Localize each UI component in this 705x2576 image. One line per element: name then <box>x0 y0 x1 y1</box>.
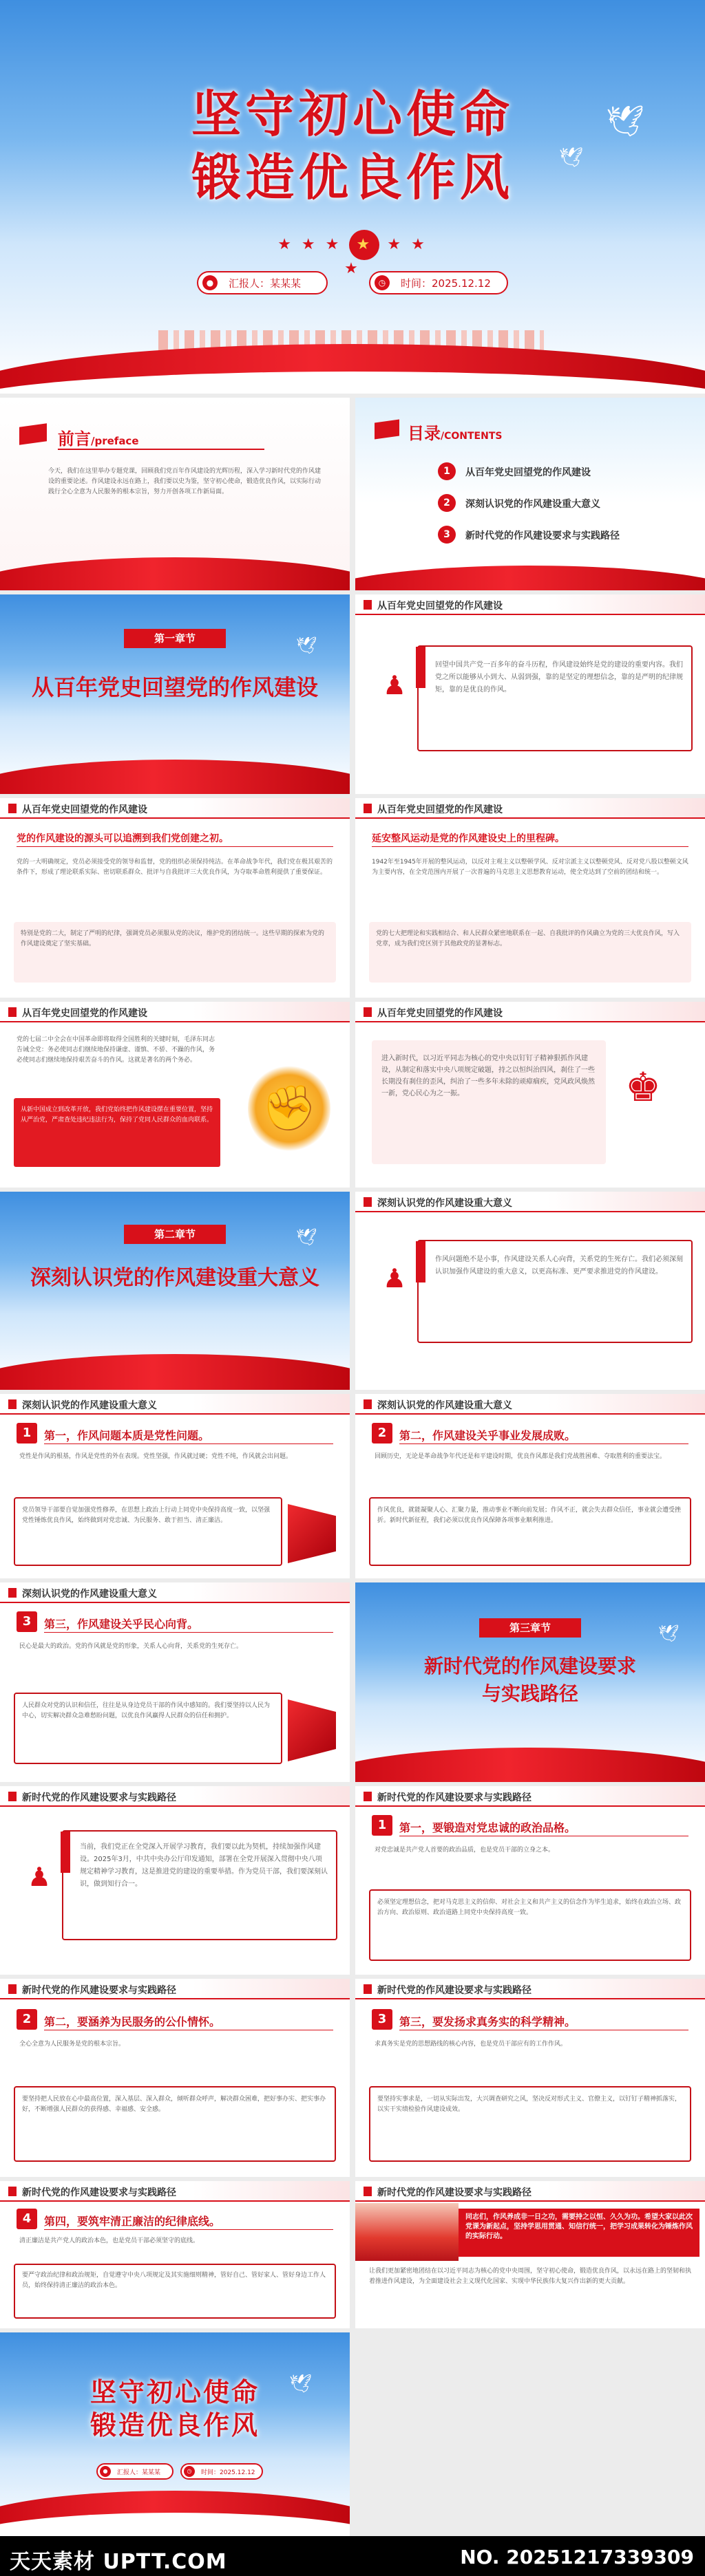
s1a-p2: 特别是党的二大，制定了严明的纪律，强调党员必须服从党的决议，维护党的团结统一。这些早期的探索为党的作风建设奠定了坚实基础。 <box>21 930 325 947</box>
footer-number: NO. 20251217339309 <box>460 2546 694 2568</box>
s2b-p1: 回顾历史，无论是革命战争年代还是和平建设时期，优良作风都是我们党战胜困难、夺取胜利的重要法宝。 <box>375 1453 666 1460</box>
s3d-p1: 求真务实是党的思想路线的核心内容，也是党员干部应有的工作作风。 <box>375 2041 567 2048</box>
slide-header <box>0 1002 350 1022</box>
flag-icon <box>364 804 372 813</box>
chapter3-title-line1: 新时代党的作风建设要求 <box>423 1655 636 1677</box>
ending-title-line1: 坚守初心使命 <box>90 2377 260 2407</box>
s3b-p2: 必须坚定理想信念，把对马克思主义的信仰、对社会主义和共产主义的信念作为毕生追求，始终在政治立场、政治方向、政治原则、政治道路上同党中央保持高度一致。 <box>377 1899 682 1916</box>
s1a-p1: 党的一大明确规定，党员必须接受党的领导和监督，党的组织必须保持纯洁。在革命战争年代，我们党在极其艰苦的条件下，形成了理论联系实际、密切联系群众、批评与自我批评三大优良作风，为夺取革命胜利提供了重要保证。 <box>17 859 333 876</box>
s3c-p1: 全心全意为人民服务是党的根本宗旨。 <box>19 2041 125 2048</box>
flag-icon <box>19 423 47 445</box>
toc-item-2[interactable]: 深刻认识党的作风建设重大意义 <box>465 499 600 510</box>
s3e-slide <box>0 2181 350 2328</box>
toc-item-1-number: 1 <box>438 462 456 480</box>
title-underline <box>58 449 264 450</box>
chapter1-title: 从百年党史回望党的作风建设 <box>31 674 318 700</box>
s3b-p1: 对党忠诚是共产党人首要的政治品质，也是党员干部的立身之本。 <box>375 1847 555 1854</box>
slide-header <box>355 798 705 819</box>
reporter-text: 汇报人：某某某 <box>229 277 302 290</box>
s1b-lead: 延安整风运动是党的作风建设史上的里程碑。 <box>372 833 565 844</box>
contents-title: 目录/CONTENTS <box>408 424 503 443</box>
chapter2-label: 第二章节 <box>124 1225 226 1244</box>
s2b-box <box>369 1497 691 1566</box>
s2c-p2: 人民群众对党的认识和信任，往往是从身边党员干部的作风中感知的。我们要坚持以人民为中心，切实解决群众急难愁盼问题，以优良作风赢得人民群众的信任和拥护。 <box>22 1702 271 1719</box>
s3e-p1: 清正廉洁是共产党人的政治本色，也是党员干部必须坚守的底线。 <box>19 2237 200 2244</box>
ending-reporter-pill <box>96 2463 173 2480</box>
flag-icon <box>364 600 372 610</box>
s3e-p2: 要严守政治纪律和政治规矩，自觉遵守中央八项规定及其实施细则精神，管好自己、管好家人、管好身边工作人员，始终保持清正廉洁的政治本色。 <box>22 2272 326 2289</box>
s1b-p1: 1942年至1945年开展的整风运动，以反对主观主义以整顿学风、反对宗派主义以整顿党风、反对党八股以整顿文风为主要内容，在全党范围内开展了一次普遍的马克思主义思想教育运动，使全党达到了空前的团结和统一。 <box>372 859 688 876</box>
slide-header <box>355 2181 705 2202</box>
user-icon: ● <box>202 275 218 290</box>
tiananmen-image <box>355 2203 459 2261</box>
red-ribbon <box>0 760 350 794</box>
chapter2-intro-slide <box>355 1192 705 1390</box>
slide-header <box>355 1979 705 1999</box>
slide-header <box>0 1582 350 1603</box>
flag-icon <box>364 1792 372 1801</box>
intro-text: 回望中国共产党一百多年的奋斗历程，作风建设始终是党的建设的重要内容。我们党之所以能够从小到大、从弱到强，靠的是坚定的理想信念，靠的是严明的纪律规矩，靠的是优良的作风。 <box>435 661 683 694</box>
footer-site: 天天素材 UPTT.COM <box>10 2550 227 2574</box>
flag-icon <box>364 1197 372 1207</box>
toc-item-3[interactable]: 新时代党的作风建设要求与实践路径 <box>465 530 620 541</box>
person-icon: ♟ <box>383 670 407 700</box>
s3e-box <box>14 2264 336 2319</box>
slide-header <box>0 798 350 819</box>
red-bar <box>416 1241 425 1282</box>
ending-title-line2: 锻造优良作风 <box>90 2410 260 2440</box>
flag-icon <box>8 804 17 813</box>
lead-underline <box>17 846 333 847</box>
chapter1-intro-slide <box>355 594 705 794</box>
chapter1-slide <box>0 594 350 794</box>
reporter-text: 汇报人：某某某 <box>117 2469 161 2476</box>
header-text: 从百年党史回望党的作风建设 <box>377 804 503 815</box>
slide-header <box>0 1979 350 1999</box>
point-number-1: 1 <box>17 1423 37 1443</box>
s1d-p1: 进入新时代，以习近平同志为核心的党中央以钉钉子精神狠抓作风建设，从制定和落实中央八项规定破题，持之以恒纠治四风，刹住了一些长期没有刹住的歪风，纠治了一些多年未除的顽瘴痼疾，党风政风焕然一新，党心民心为之一振。 <box>381 1055 595 1097</box>
watermark-footer <box>0 2536 705 2576</box>
quote-box <box>459 2209 699 2257</box>
s1a-box <box>14 922 336 983</box>
s3d-box <box>369 2086 691 2162</box>
s3f-slide <box>355 2181 705 2328</box>
s1a-slide <box>0 798 350 998</box>
s3c-box <box>14 2086 336 2162</box>
date-text: 时间：2025.12.12 <box>201 2469 255 2476</box>
flag-icon <box>8 1588 17 1598</box>
s1a-lead: 党的作风建设的源头可以追溯到我们党创建之初。 <box>17 833 229 844</box>
raised-fist-icon: ✊ <box>248 1064 330 1153</box>
s3b-slide <box>355 1786 705 1975</box>
point-underline <box>44 1443 333 1444</box>
s1c-p2: 从新中国成立到改革开放，我们党始终把作风建设摆在重要位置，坚持从严治党，严肃查处违纪违法行为，保持了党同人民群众的血肉联系。 <box>21 1106 213 1124</box>
s3f-quote: 同志们，作风养成非一日之功，需要持之以恒、久久为功。希望大家以此次党课为新起点，坚持学思用贯通、知信行统一，把学习成果转化为锤炼作风的实际行动。 <box>465 2213 693 2240</box>
s1b-slide <box>355 798 705 998</box>
speaker-podium-icon: ♚ <box>625 1064 661 1110</box>
clock-icon: ◷ <box>184 2466 195 2477</box>
s1c-box <box>14 1098 220 1167</box>
s3d-slide <box>355 1979 705 2177</box>
s3a-intro: 当前，我们党正在全党深入开展学习教育，我们要以此为契机，持续加强作风建设。2025年3月，中共中央办公厅印发通知，部署在全党开展深入贯彻中央八项规定精神学习教育，这是推进党的建设的重要举措。作为党员干部，我们要深刻认识，做到知行合一。 <box>80 1843 328 1888</box>
dove-icon: 🕊 <box>296 1227 317 1247</box>
toc-item-3-number: 3 <box>438 526 456 544</box>
point-number-3: 3 <box>372 2009 392 2030</box>
s2a-point: 第一，作风问题本质是党性问题。 <box>44 1429 210 1442</box>
slide-header <box>355 1394 705 1415</box>
point-number-2: 2 <box>372 1423 392 1443</box>
flag-icon <box>8 2187 17 2196</box>
chapter2-slide <box>0 1192 350 1390</box>
s3d-p2: 要坚持实事求是，一切从实际出发，大兴调查研究之风，坚决反对形式主义、官僚主义，以钉钉子精神抓落实，以实干实绩检验作风建设成效。 <box>377 2096 682 2113</box>
dove-icon: 🕊 <box>296 636 317 655</box>
flag-icon <box>8 1792 17 1801</box>
s2b-point: 第二，作风建设关乎事业发展成败。 <box>399 1429 576 1442</box>
s3b-box <box>369 1889 691 1961</box>
red-flag-icon <box>288 1699 336 1761</box>
header-text: 从百年党史回望党的作风建设 <box>22 804 147 815</box>
header-text: 新时代党的作风建设要求与实践路径 <box>377 1792 532 1803</box>
s2a-slide <box>0 1394 350 1578</box>
intro-box <box>417 645 693 751</box>
s1b-p2: 党的七大把理论和实践相结合、和人民群众紧密地联系在一起、自我批评的作风确立为党的三大优良作风，写入党章，成为我们党区别于其他政党的显著标志。 <box>376 930 680 947</box>
flag-icon <box>375 419 399 439</box>
s3e-point: 第四，要筑牢清正廉洁的纪律底线。 <box>44 2215 221 2228</box>
s3c-point: 第二，要涵养为民服务的公仆情怀。 <box>44 2015 221 2028</box>
header-text: 从百年党史回望党的作风建设 <box>377 601 503 612</box>
s2a-p2: 党员领导干部要自觉加强党性修养，在思想上政治上行动上同党中央保持高度一致，以坚强党性锤炼优良作风，始终做到对党忠诚、为民服务、敢于担当、清正廉洁。 <box>22 1507 271 1524</box>
point-number-3: 3 <box>17 1611 37 1632</box>
person-icon: ♟ <box>383 1263 407 1294</box>
s3c-slide <box>0 1979 350 2177</box>
s1d-box <box>372 1040 606 1164</box>
intro-text: 作风问题绝不是小事，作风建设关系人心向背，关系党的生死存亡。我们必须深刻认识加强作风建设的重大意义，以更高标准、更严要求推进党的作风建设。 <box>435 1256 683 1276</box>
ending-slide <box>0 2332 350 2536</box>
cover-title-line1: 坚守初心使命 <box>191 85 514 143</box>
slide-header <box>355 1002 705 1022</box>
flag-icon <box>8 1007 17 1017</box>
s2a-box <box>14 1497 282 1566</box>
clock-icon: ◷ <box>375 275 390 290</box>
s1d-slide <box>355 1002 705 1188</box>
header-text: 从百年党史回望党的作风建设 <box>22 1008 147 1019</box>
s2b-p2: 作风优良，就能凝聚人心、汇聚力量，推动事业不断向前发展；作风不正，就会失去群众信任，事业就会遭受挫折。新时代新征程，我们必须以优良作风保障各项事业顺利推进。 <box>377 1507 682 1524</box>
red-ribbon <box>0 557 350 590</box>
header-text: 新时代党的作风建设要求与实践路径 <box>377 1985 532 1996</box>
date-text: 时间：2025.12.12 <box>401 277 491 290</box>
intro-box <box>62 1830 337 1940</box>
s3c-p2: 要坚持把人民放在心中最高位置，深入基层、深入群众，倾听群众呼声，解决群众困难，把好事办实、把实事办好，不断增强人民群众的获得感、幸福感、安全感。 <box>22 2096 326 2113</box>
s3f-p1: 让我们更加紧密地团结在以习近平同志为核心的党中央周围，坚守初心使命，锻造优良作风，以永远在路上的坚韧和执着推进作风建设，为全面建设社会主义现代化国家、实现中华民族伟大复兴作出新的更大贡献。 <box>369 2268 691 2285</box>
flag-icon <box>8 1984 17 1994</box>
dove-icon: 🕊 <box>559 146 584 169</box>
header-text: 深刻认识党的作风建设重大意义 <box>22 1400 157 1411</box>
header-text: 深刻认识党的作风建设重大意义 <box>377 1198 512 1209</box>
header-text: 新时代党的作风建设要求与实践路径 <box>22 1792 176 1803</box>
dove-icon: 🕊 <box>658 1624 680 1643</box>
flag-icon <box>364 1984 372 1994</box>
s3a-slide <box>0 1786 350 1975</box>
s1c-slide <box>0 1002 350 1188</box>
intro-box <box>417 1240 693 1343</box>
slide-header <box>0 1394 350 1415</box>
flag-icon <box>364 2187 372 2196</box>
point-number-4: 4 <box>17 2209 37 2229</box>
toc-item-2-number: 2 <box>438 494 456 512</box>
chapter1-label: 第一章节 <box>124 629 226 648</box>
point-underline <box>399 1443 688 1444</box>
red-ribbon <box>355 1748 705 1782</box>
dove-icon: 🕊 <box>289 2374 313 2394</box>
header-text: 深刻认识党的作风建设重大意义 <box>22 1589 157 1600</box>
flag-icon <box>364 1399 372 1409</box>
header-text: 从百年党史回望党的作风建设 <box>377 1008 503 1019</box>
dove-icon: 🕊 <box>606 104 644 139</box>
point-underline <box>44 2229 333 2230</box>
point-number-1: 1 <box>372 1815 392 1836</box>
point-underline <box>44 1632 333 1633</box>
s1b-box <box>369 922 691 983</box>
slide-header <box>355 594 705 615</box>
slide-header <box>355 1786 705 1807</box>
chapter2-title: 深刻认识党的作风建设重大意义 <box>30 1266 319 1290</box>
chapter3-title-line2: 与实践路径 <box>481 1682 578 1705</box>
s2b-slide <box>355 1394 705 1578</box>
chapter3-slide <box>355 1582 705 1782</box>
s2c-p1: 民心是最大的政治。党的作风就是党的形象，关系人心向背，关系党的生死存亡。 <box>19 1643 243 1650</box>
flag-icon <box>8 1399 17 1409</box>
slide-header <box>0 2181 350 2202</box>
cover-slide <box>0 0 705 394</box>
s3d-point: 第三，要发扬求真务实的科学精神。 <box>399 2015 576 2028</box>
header-text: 新时代党的作风建设要求与实践路径 <box>22 1985 176 1996</box>
person-icon: ♟ <box>28 1862 52 1892</box>
cover-title-line2: 锻造优良作风 <box>191 149 514 206</box>
contents-slide <box>355 398 705 590</box>
preface-title: 前言/preface <box>58 429 139 449</box>
chapter3-label: 第三章节 <box>479 1618 581 1638</box>
lead-underline <box>372 846 688 847</box>
red-bar <box>416 647 425 688</box>
header-text: 深刻认识党的作风建设重大意义 <box>377 1400 512 1411</box>
red-flag-icon <box>288 1504 336 1563</box>
red-bar <box>61 1832 70 1873</box>
header-text: 新时代党的作风建设要求与实践路径 <box>22 2187 176 2198</box>
s2a-p1: 党性是作风的根基，作风是党性的外在表现。党性坚强，作风就过硬；党性不纯，作风就会出问题。 <box>19 1453 293 1460</box>
point-number-2: 2 <box>17 2009 37 2030</box>
date-pill <box>369 271 508 294</box>
slide-header <box>355 1192 705 1212</box>
s1c-p1: 党的七届二中全会在中国革命即将取得全国胜利的关键时刻，毛泽东同志告诫全党：务必使同志们继续地保持谦虚、谨慎、不骄、不躁的作风，务必使同志们继续地保持艰苦奋斗的作风。这就是著名的两个务必。 <box>17 1036 215 1064</box>
toc-item-1[interactable]: 从百年党史回望党的作风建设 <box>465 467 591 478</box>
preface-slide <box>0 398 350 590</box>
user-icon: ● <box>100 2466 111 2477</box>
red-ribbon <box>355 566 705 590</box>
preface-text: 今天，我们在这里举办专题党课，回顾我们党百年作风建设的光辉历程，深入学习新时代党的作风建设的重要论述。作风建设永远在路上，我们要以史为鉴，坚守初心使命，锻造优良作风，以实际行动践行全心全意为人民服务的根本宗旨，努力开创各项工作新局面。 <box>48 468 322 495</box>
header-text: 新时代党的作风建设要求与实践路径 <box>377 2187 532 2198</box>
s2c-slide <box>0 1582 350 1782</box>
flag-icon <box>364 1007 372 1017</box>
s3b-point: 第一，要锻造对党忠诚的政治品格。 <box>399 1821 576 1834</box>
s2c-point: 第三，作风建设关乎民心向背。 <box>44 1618 199 1631</box>
s2c-box <box>14 1693 282 1764</box>
stars-divider: ★ ★ ★ ★ ★ ★ ★ <box>269 230 436 277</box>
reporter-pill <box>197 271 328 294</box>
red-ribbon <box>0 1354 350 1390</box>
slide-header <box>0 1786 350 1807</box>
ending-date-pill <box>180 2463 263 2480</box>
